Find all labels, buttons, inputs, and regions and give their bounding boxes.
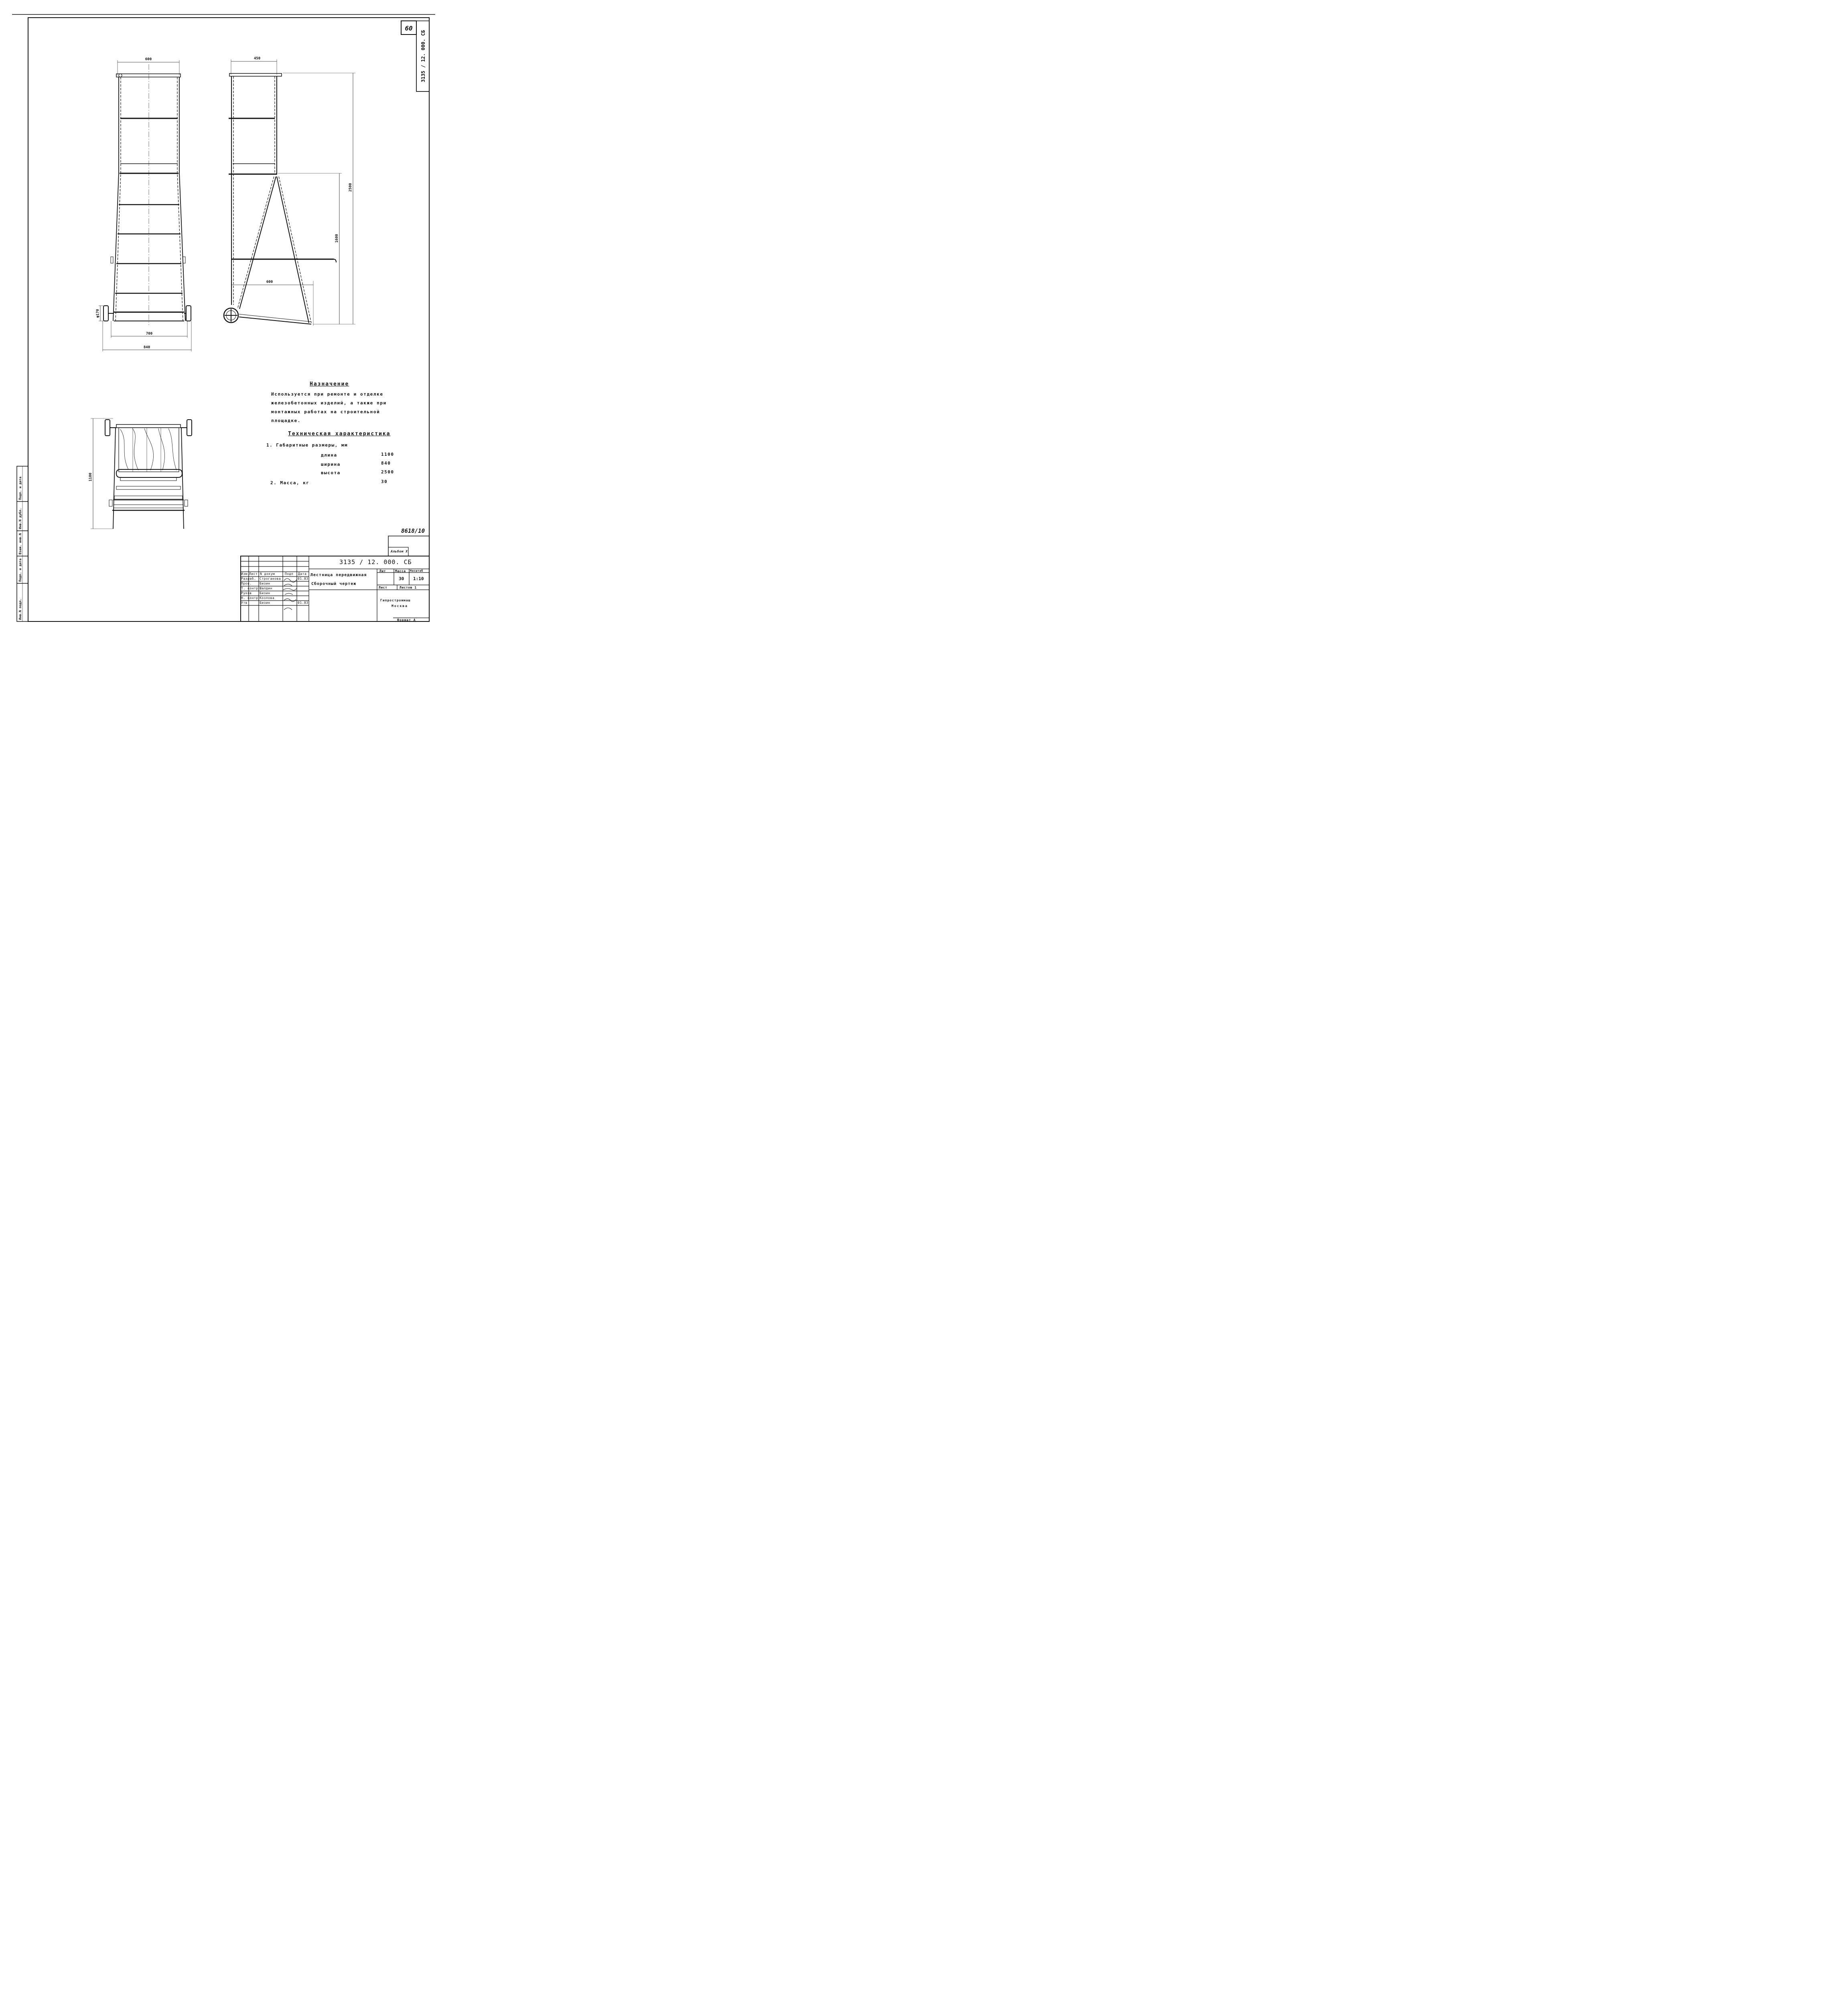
scale-value: 1:10: [413, 576, 424, 581]
vertical-doc-code: 3135 / 12. 000. СБ: [420, 30, 426, 82]
specs-title: Техническая характеристика: [288, 431, 391, 437]
dim-side-top-width: 450: [254, 57, 261, 61]
sheet-number: 60: [405, 24, 413, 32]
title-line-1: Лестница передвижная: [310, 573, 367, 577]
dim-wheel-diameter: φ170: [96, 309, 100, 318]
sheets-label: Листов 1: [400, 586, 417, 589]
purpose-line-3: монтажных работах на строительной: [271, 409, 380, 414]
row-name-4: Бизин: [260, 591, 270, 595]
purpose-line-1: Используется при ремонте и отделке: [271, 392, 383, 397]
side-stamp-cell-2: Подп. и дата: [18, 558, 22, 582]
row-role-5: Н. контр: [241, 596, 258, 600]
header-list: Лист: [249, 572, 258, 576]
header-masshtab: Масштаб: [410, 569, 424, 573]
spec1-item-label-width: ширина: [321, 462, 341, 467]
spec2-value: 30: [381, 479, 388, 484]
purpose-line-4: площадке.: [271, 418, 301, 423]
purpose-title: Назначение: [310, 381, 349, 387]
header-ndoc: N докум: [260, 572, 275, 576]
purpose-line-2: железобетонных изделий, а также при: [271, 400, 387, 406]
massa-value: 30: [399, 576, 404, 581]
row-role-2: Пров.: [241, 582, 252, 585]
title-block-doc-code: 3135 / 12. 000. СБ: [339, 558, 412, 566]
row-role-4: Руков: [241, 591, 252, 595]
dim-side-total-height: 2500: [349, 183, 353, 192]
spec2-label: 2. Масса, кг: [270, 480, 310, 485]
side-view: [224, 59, 355, 326]
header-izm: Изм.: [241, 572, 250, 576]
row-role-1: Разраб.: [241, 577, 256, 581]
row-role-6: Утв: [241, 601, 247, 605]
drawing-sheet: [0, 0, 441, 623]
side-stamp-cell-4: Инв.N дубл.: [18, 508, 22, 529]
header-massa: Масса: [395, 569, 406, 573]
spec1-item-label-length: длина: [321, 453, 337, 458]
dim-front-outer-width: 840: [143, 345, 150, 349]
spec1-item-value-width: 840: [381, 461, 391, 466]
header-data: Дата: [298, 572, 307, 576]
row-name-2: Бизин: [260, 582, 270, 585]
dim-front-top-width: 600: [145, 57, 152, 61]
sheet-number-box: [401, 21, 429, 91]
row-name-1: Строганова: [260, 577, 281, 581]
header-podp: Подп: [285, 572, 294, 576]
row-date-1: 01.83: [298, 577, 308, 581]
front-view: [99, 60, 191, 351]
row-name-5: Козлова: [260, 596, 275, 600]
sheet-label: Лист: [379, 586, 387, 589]
spec1-label: 1. Габаритные размеры, мм: [266, 443, 348, 448]
spec1-item-label-height: высота: [321, 470, 341, 475]
side-stamp-cell-5: Подп. и дата: [18, 477, 22, 500]
organization-line-1: Гипростроммаш: [380, 599, 411, 602]
dim-side-base-length: 600: [266, 280, 273, 284]
dim-plan-length: 1100: [89, 473, 93, 481]
spec1-item-value-height: 2500: [381, 469, 394, 475]
purpose-text: [271, 390, 387, 425]
dim-side-platform-height: 1600: [335, 234, 339, 243]
format-label: Формат А: [397, 618, 416, 622]
row-role-3: Т. контр: [241, 587, 258, 590]
header-lit: Лит: [379, 569, 386, 573]
side-stamp-cell-1: Инв.N подл.: [18, 599, 22, 620]
plan-view: [91, 418, 192, 529]
row-date-6: 01.83: [298, 601, 308, 605]
row-name-3: Шалдин: [260, 587, 272, 590]
organization-line-2: Москва: [392, 604, 408, 608]
title-line-2: Сборочный чертеж: [311, 582, 357, 586]
side-stamp-cell-3: Взам. инв.N: [18, 533, 22, 554]
album-label: Альбом X: [391, 550, 408, 553]
side-stamp-code: 8618/10: [401, 528, 425, 534]
spec1-item-value-length: 1100: [381, 452, 394, 457]
dim-front-inner-width: 700: [146, 332, 153, 336]
row-name-6: Бизин: [260, 601, 270, 605]
